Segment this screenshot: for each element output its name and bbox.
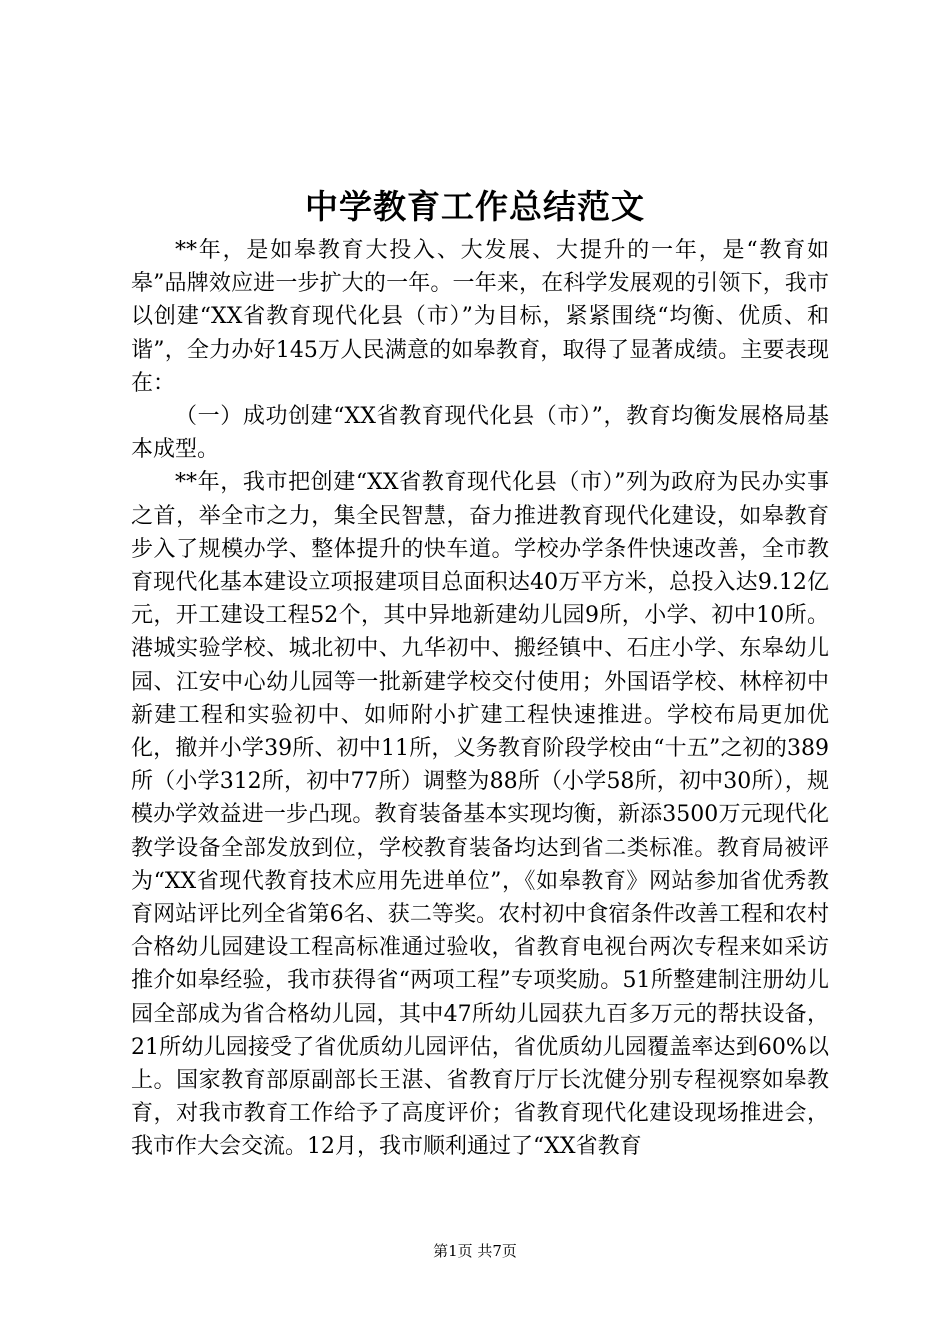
paragraph-intro: **年，是如皋教育大投入、大发展、大提升的一年，是“教育如皋”品牌效应进一步扩大的一年。一年来，在科学发展观的引领下，我市以创建“XX省教育现代化县（市）”为目标，紧紧围绕“均衡、优质、和谐”，全力办好145万人民满意的如皋教育，取得了显著成绩。主要表现在： (131, 238, 829, 396)
document-body (131, 234, 829, 1164)
paragraph-heading-1: （一）成功创建“XX省教育现代化县（市）”，教育均衡发展格局基本成型。 (131, 404, 829, 463)
paragraph-details: **年，我市把创建“XX省教育现代化县（市）”列为政府为民办实事之首，举全市之力，集全民智慧，奋力推进教育现代化建设，如皋教育步入了规模办学、整体提升的快车道。学校办学条件快速改善，全市教育现代化基本建设立项报建项目总面积达40万平方米，总投入达9.12亿元，开工建设工程52个，其中异地新建幼儿园9所，小学、初中10所。港城实验学校、城北初中、九华初中、搬经镇中、石庄小学、东皋幼儿园、江安中心幼儿园等一批新建学校交付使用；外国语学校、林梓初中新建工程和实验初中、如师附小扩建工程快速推进。学校布局更加优化，撤并小学39所、初中11所，义务教育阶段学校由“十五”之初的389所（小学312所，初中77所）调整为88所（小学58所，初中30所），规模办学效益进一步凸现。教育装备基本实现均衡，新添3500万元现代化教学设备全部发放到位，学校教育装备均达到省二类标准。教育局被评为“XX省现代教育技术应用先进单位”，《如皋教育》网站参加省优秀教育网站评比列全省第6名、获二等奖。农村初中食宿条件改善工程和农村合格幼儿园建设工程高标准通过验收，省教育电视台两次专程来如采访推介如皋经验，我市获得省“两项工程”专项奖励。51所整建制注册幼儿园全部成为省合格幼儿园，其中47所幼儿园获九百多万元的帮扶设备，21所幼儿园接受了省优质幼儿园评估，省优质幼儿园覆盖率达到60%以上。国家教育部原副部长王湛、省教育厅厅长沈健分别专程视察如皋教育，对我市教育工作给予了高度评价；省教育现代化建设现场推进会，我市作大会交流。12月，我市顺利通过了“XX省教育 (131, 470, 829, 1160)
page-number-footer: 第1页 共7页 (433, 1242, 517, 1260)
document-title: 中学教育工作总结范文 (305, 187, 645, 226)
